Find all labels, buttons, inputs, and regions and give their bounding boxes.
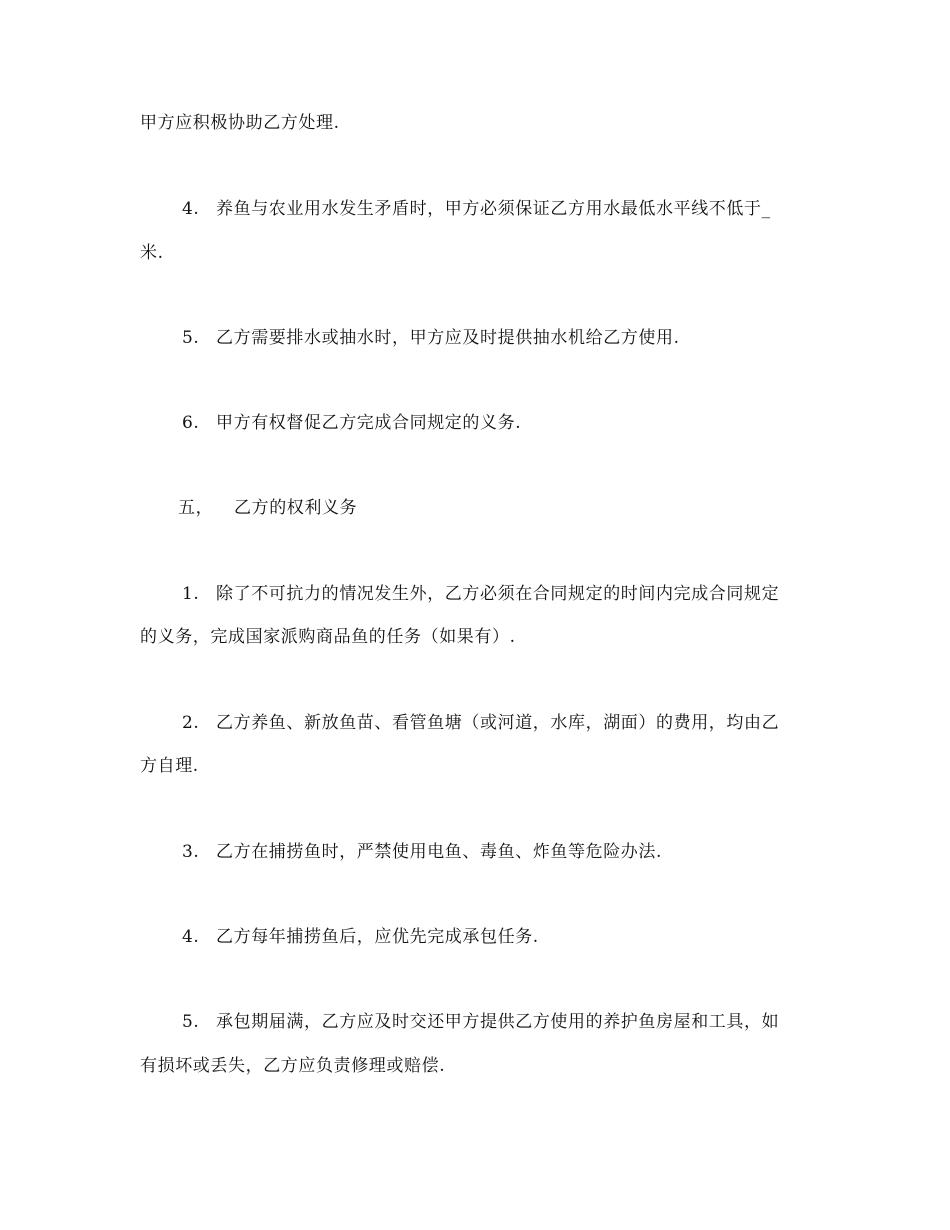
item-text: 乙方需要排水或抽水时，甲方应及时提供抽水机给乙方使用. [216, 328, 680, 348]
list-item-continuation: 方自理. [140, 756, 199, 776]
list-item [182, 711, 862, 735]
paragraph-item-4 [182, 197, 862, 221]
section-heading [178, 496, 858, 520]
item-number: 5. [182, 1012, 200, 1032]
item-number: 6. [182, 413, 200, 433]
list-item [182, 1010, 862, 1034]
paragraph-line: 甲方应积极协助乙方处理. [140, 113, 340, 133]
item-number: 5. [182, 328, 200, 348]
item-number: 4. [182, 199, 200, 219]
item-number: 4. [182, 927, 200, 947]
list-item [182, 925, 862, 949]
section-number: 五， [178, 498, 214, 518]
item-number: 2. [182, 713, 200, 733]
list-item-continuation: 的义务，完成国家派购商品鱼的任务（如果有）. [140, 627, 516, 647]
item-text: 甲方有权督促乙方完成合同规定的义务. [216, 413, 522, 433]
list-item [182, 840, 862, 864]
item-text: 乙方养鱼、新放鱼苗、看管鱼塘（或河道，水库，湖面）的费用，均由乙 [216, 713, 780, 733]
list-item-continuation: 有损坏或丢失，乙方应负责修理或赔偿. [140, 1056, 446, 1076]
item-text: 除了不可抗力的情况发生外，乙方必须在合同规定的时间内完成合同规定 [216, 584, 780, 604]
section-title: 乙方的权利义务 [234, 498, 358, 518]
item-text: 承包期届满，乙方应及时交还甲方提供乙方使用的养护鱼房屋和工具，如 [216, 1012, 780, 1032]
paragraph-line: 米. [140, 243, 164, 263]
item-number: 3. [182, 842, 200, 862]
item-text: 乙方在捕捞鱼时，严禁使用电鱼、毒鱼、炸鱼等危险办法. [216, 842, 663, 862]
item-text: 养鱼与农业用水发生矛盾时，甲方必须保证乙方用水最低水平线不低于_ [216, 199, 771, 219]
list-item [182, 582, 862, 606]
item-text: 乙方每年捕捞鱼后，应优先完成承包任务. [216, 927, 539, 947]
paragraph-item-6 [182, 411, 862, 435]
paragraph-item-5 [182, 326, 862, 350]
item-number: 1. [182, 584, 200, 604]
